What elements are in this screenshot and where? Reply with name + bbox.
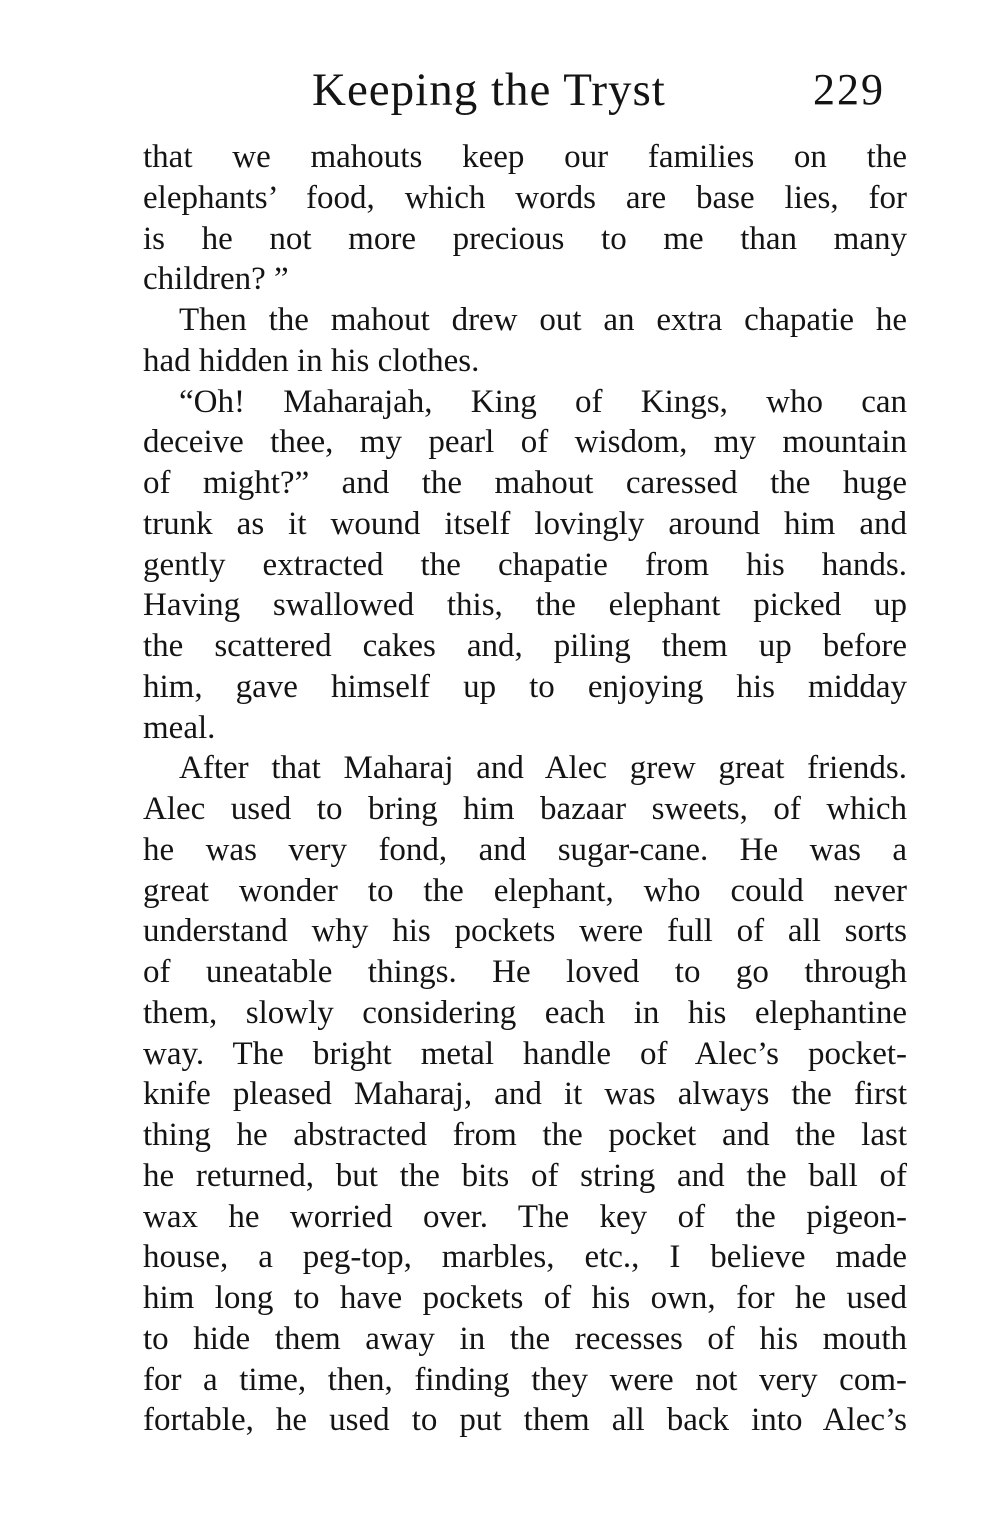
text-line: deceive thee, my pearl of wisdom, my mountain [143,424,907,461]
text-line: he was very fond, and sugar-cane. He was a [143,831,907,868]
text-line: them, slowly considering each in his elephantine [143,994,907,1031]
text-line: the scattered cakes and, piling them up before [143,628,907,664]
text-line: Having swallowed this, the elephant picked up [143,587,907,624]
text-line: gently extracted the chapatie from his hands. [143,546,907,583]
text-line: wax he worried over. The key of the pigeon- [143,1198,907,1235]
text-line: After that Maharaj and Alec grew great friends. [179,750,907,787]
text-line: thing he abstracted from the pocket and the last [143,1117,907,1153]
text-line: of uneatable things. He loved to go through [143,954,907,990]
text-line: for a time, then, finding they were not very com- [143,1361,907,1398]
text-line: “Oh! Maharajah, King of Kings, who can [179,383,907,420]
text-line: to hide them away in the recesses of his mouth [143,1320,907,1357]
text-line: Then the mahout drew out an extra chapatie he [179,302,907,338]
page-number: 229 [813,65,885,114]
text-line: fortable, he used to put them all back into Alec’s [143,1402,907,1439]
text-line: elephants’ food, which words are base lies, for [143,179,907,216]
text-line: children? ” [143,261,289,298]
text-line: is he not more precious to me than many [143,220,907,257]
text-line: way. The bright metal handle of Alec’s pocket- [143,1035,907,1072]
text-line: Alec used to bring him bazaar sweets, of which [143,791,907,827]
text-line: him long to have pockets of his own, for he used [143,1280,907,1316]
text-line: trunk as it wound itself lovingly around him and [143,505,907,542]
body-text [143,137,907,1441]
running-head [0,60,1000,130]
text-line: him, gave himself up to enjoying his midday [143,668,907,705]
text-line: that we mahouts keep our families on the [143,139,907,175]
text-line: understand why his pockets were full of all sorts [143,913,907,950]
text-line: great wonder to the elephant, who could never [143,872,907,909]
text-line: house, a peg-top, marbles, etc., I believe made [143,1239,907,1276]
running-title: Keeping the Tryst [312,64,666,116]
text-line: of might?” and the mahout caressed the huge [143,465,907,501]
text-line: knife pleased Maharaj, and it was always the first [143,1076,907,1113]
text-line: meal. [143,709,216,746]
text-line: he returned, but the bits of string and the ball of [143,1157,907,1194]
text-line: had hidden in his clothes. [143,342,480,379]
